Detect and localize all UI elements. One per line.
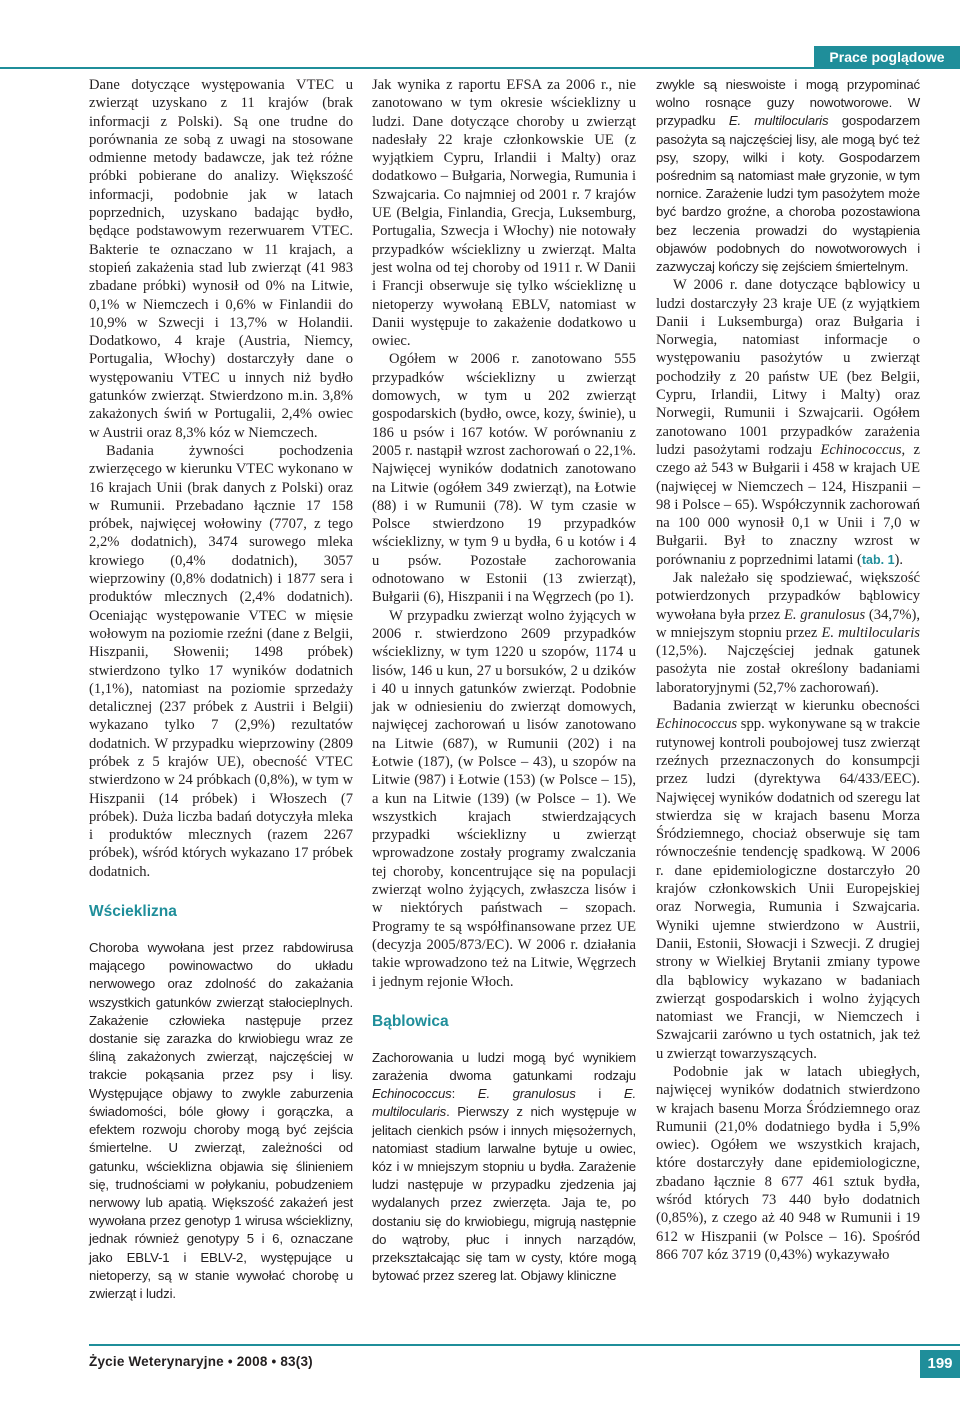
text-run: (12,5%). Najczęściej jednak gatunek pasożyta nie został określony badaniami laboratoryjnymi (52,7% zachorowań). [656, 643, 920, 696]
paragraph: Dane dotyczące występowania VTEC u zwierząt uzyskano z 11 krajów (brak informacji z Polski). Są one trudne do porównania ze sobą z uwagi na stosowane odmienne metody badawcze, jak też różne próbki pobierane do analizy. Większość informacji, podobnie jak w latach poprzednich, uzyskano badając bydło, będące podstawowym rezerwuarem VTEC. Bakterie te oznaczano w 11 krajach, a stopień zakażenia stad lub zwierząt (41 983 zbadane próbki) wynosił od 0% na Litwie, 0,1% w Niemczech i 0,6% w Finlandii do 10,9% w Szwecji i 13,7% w Holandii. Dodatkowo, 4 kraje (Austria, Niemcy, Portugalia, Włochy) dostarczyły dane o występowaniu VTEC u innych niż bydło gatunków zwierząt. Stwierdzono m.in. 3,8% zakażonych świń w Portugalii, 2,4% owiec w Austrii oraz 8,3% kóz w Niemczech. [89, 77, 353, 441]
text-run: : [451, 1086, 478, 1102]
text-run: Badania zwierząt w kierunku obecności [673, 698, 920, 715]
paragraph [656, 569, 920, 697]
info-box-text: Choroba wywołana jest przez rabdowirusa mającego powinowactwo do układu nerwowego oraz zdolność do zakażania wszystkich gatunków zwierząt stałocieplnych. Zakażenie człowieka następuje przez dostanie się zarazka do krwiobiegu wraz ze śliną zakażonych zwierząt, najczęściej w trakcie pokąsania przez psy i lisy. Występujące objawy to zwykle zaburzenia świadomości, bóle głowy i gorączka, a efektem rozwoju choroby mogą być zejścia śmiertelne. U zwierząt, zależności od gatunku, wścieklizna objawia się ślinieniem się, trudnościami w połykaniu, pobudzeniem nerwowy lub apatią. Większość zakażeń jest wywołana przez genotyp 1 wirusa wścieklizny, jednak również genotypy 5 i 6, oznaczane jako EBLV-1 i EBLV-2, występujące u nietoperzy, są w stanie wywołać chorobę u zwierząt i ludzi. [89, 940, 353, 1301]
taxon-name: E. granulosus [477, 1086, 576, 1102]
taxon-name: E. multilocularis [728, 113, 829, 129]
taxon-name: E. granulosus [783, 606, 866, 623]
table-reference-link[interactable]: tab. 1 [861, 552, 895, 567]
text-run: . Pierwszy z nich występuje w jelitach cienkich psów i innych mięsożernych, natomiast stadium larwalne bytuje u owiec, kóz i w mniejszym stopniu u bydła. Zarażenie ludzi następuje w przypadku zjedzenia jaj wydalanych przez zwierzęta. Jaja te, po dostaniu się do krwiobiegu, migrują następnie do wątroby, płuc i innych narządów, przekształcając się tam w cysty, które mogą bytować przez szereg lat. Objawy kliniczne [372, 1104, 636, 1284]
text-run: W 2006 r. dane dotyczące bąblowicy u ludzi dostarczyły 23 kraje UE (z wyjątkiem Danii i Luksemburga) oraz Bułgaria i Norwegia, natomiast informacje o występowaniu pasożytów u zwierząt pochodziły z 20 państw UE (bez Belgii, Cypru, Irlandii, Litwy i Malty) oraz Norwegii, Rumunii i Szwajcarii. Ogółem zanotowano 1001 przypadków zarażenia ludzi pasożytami rodzaju [656, 277, 920, 458]
paragraph [656, 697, 920, 1063]
text-run: zwykle są nieswoiste i mogą przypominać wolno rosnące guzy nowotworowe. W przypadku [656, 77, 920, 129]
text-run: gospodarzem pasożyta są najczęściej lisy, ale mogą być też psy, szopy, wilki i koty. Gospodarzem pośrednim są natomiast małe gryzonie, w tym nornice. Zarażenie ludzi tym pasożytem może być bardzo groźne, a choroba pozostawiona bez leczenia prowadzi do wystąpienia objawów podobnych do nowotworowych i zazwyczaj kończy się zejściem śmiertelnym. [656, 113, 920, 275]
text-run: Zachorowania u ludzi mogą być wynikiem zarażenia dwoma gatunkami rodzaju [372, 1049, 636, 1084]
taxon-name: Echinococcus [820, 441, 902, 458]
taxon-name: Echinococcus [372, 1086, 452, 1102]
taxon-name: E. multilocularis [821, 624, 920, 641]
section-heading-echinococcosis: Bąblowica [372, 1012, 449, 1030]
paragraph: Podobnie jak w latach ubiegłych, najwięcej wyników dodatnich stwierdzono w krajach basenu Morza Śródziemnego oraz Rumunii (21,0% dodatniego bydła i 5,9% owiec). Ogółem we wszystkich krajach, które dostarczyły dane epidemiologiczne, zbadano łącznie 8 677 461 sztuk bydła, wśród których 73 440 było dodatnich (0,85%), z czego aż 40 948 w Rumunii i 19 612 w Hiszpanii (w Polsce – 16). Spośród 866 707 kóz 3719 (0,43%) wykazywało [656, 1064, 920, 1263]
paragraph: Jak wynika z raportu EFSA za 2006 r., nie zanotowano w tym okresie wścieklizny u ludzi. Dane dotyczące choroby u zwierząt nadesłały 22 kraje członkowskie UE (z wyjątkiem Cypru, Irlandii i Malty) oraz dodatkowo – Bułgaria, Norwegia, Rumunia i Szwajcaria. Co najmniej od 2001 r. 7 krajów UE (Belgia, Finlandia, Grecja, Luksemburg, Portugalia, Szwecja i Włochy) nie notowały przypadków wścieklizny u zwierząt. Malta jest wolna od tej choroby od 1911 r. W Danii i Francji obserwuje się tylko wściekliznę u nietoperzy wywołaną EBLV, natomiast w Danii występuje to zakażenie dodatkowo u owiec. [372, 77, 636, 350]
section-heading-rabies: Wścieklizna [89, 903, 177, 921]
text-run: ). [894, 551, 904, 568]
column-1 [89, 76, 353, 1303]
column-3 [656, 76, 920, 1264]
text-run: spp. wykonywane są w trakcie rutynowej kontroli poubojowej tusz zwierząt rzeźnych przeznaczonych do konsumpcji przez ludzi (dyrektywa 64/433/EEC). Najwięcej wyników dodatnich od szeregu lat stwierdza się w krajach basenu Morza Śródziemnego, chociaż obserwuje się tam równocześnie tendencję spadkową. W 2006 r. dane epidemiologiczne dostarczyło 20 krajów członkowskich Unii Europejskiej oraz Norwegia, Rumunia i Szwajcaria. Wyniki ujemne stwierdzono w Austrii, Danii, Estonii, Słowacji i Szwecji. Z drugiej strony w Wielkiej Brytanii zmiany typowe dla bąblowicy wykazano w badaniach zwierząt gospodarskich i wolno żyjących natomiast we Francji, w Niemczech i Szwajcarii zarówno u tych ostatnich, jak też u zwierząt towarzyszących. [656, 716, 920, 1062]
page-number: 199 [920, 1350, 960, 1378]
top-rule [0, 67, 960, 69]
text-run: i [575, 1086, 624, 1102]
text-run: (34,7%), w mniejszym stopniu przez [656, 606, 920, 641]
column-2 [372, 76, 636, 1285]
taxon-name: Echinococcus [656, 716, 738, 733]
info-box-text [372, 1049, 636, 1286]
bottom-rule [89, 1344, 960, 1346]
paragraph: W przypadku zwierząt wolno żyjących w 2006 r. stwierdzono 2609 przypadków wścieklizny, w tym 1220 u szopów, 1174 u lisów, 146 u kun, 27 u borsuków, 2 u dzików i 40 u innych gatunków zwierząt. Podobnie jak w odniesieniu do zwierząt domowych, najwięcej zachorowań u lisów zanotowano na Litwie (687), w Rumunii (202) i na Łotwie (187), (w Polsce – 43), u szopów na Litwie (987) i Łotwie (153) (w Polsce – 15), a kun na Litwie (139) (w Polsce – 1). We wszystkich krajach stwierdzających przypadki wścieklizny u zwierząt wprowadzone zostały programy zwalczania tej choroby, koncentrujące się na populacji zwierząt wolno żyjących, zwłaszcza lisów i w niektórych państwach – szopach. Programy te są współfinansowane przez UE (decyzja 2005/873/EC). W 2006 r. działania takie wprowadzono też na Litwie, Węgrzech i jednym rejonie Włoch. [372, 607, 636, 990]
text-run: , z czego aż 543 w Bułgarii i 458 w krajach UE (najwięcej w Niemczech – 124, Hiszpanii – 98 i Polsce – 65). Współczynnik zachorowań na 100 000 wynosił 0,1 w Unii i 7,0 w Bułgarii. Był to znaczny wzrost w porównaniu z poprzednimi latami ( [656, 441, 920, 568]
paragraph [656, 276, 920, 569]
journal-footer: Życie Weterynaryjne • 2008 • 83(3) [89, 1354, 313, 1369]
taxon-name: E. multilocularis [372, 1086, 637, 1120]
paragraph: Badania żywności pochodzenia zwierzęcego w kierunku VTEC wykonano w 16 krajach Unii (brak danych z Polski) oraz w Rumunii. Przebadano łącznie 17 158 próbek, najwięcej wołowiny (7707, z tego 2,2% dodatnich), 3474 surowego mleka krowiego (0,4% dodatnich), 3057 wieprzowiny (0,8% dodatnich) i 1877 sera i produktów mlecznych (2,4% dodatnich). Oceniając występowanie VTEC w mięsie wołowym na poziomie rzeźni (dane z Belgii, Hiszpanii, Słowenii; 1498 próbek) stwierdzono tylko 17 wyników dodatnich (1,1%), natomiast na poziomie sprzedaży detalicznej (237 próbek z Austrii i Belgii) wykazano tylko 7 (2,9%) rezultatów dodatnich. W przypadku wieprzowiny (2809 próbek z 5 krajów UE), obecność VTEC stwierdzono w 24 próbkach (0,8%), w tym w Hiszpanii (14 próbek) i Włoszech (7 próbek). Duża liczba badań dotyczyła mleka i produktów mlecznych (razem 2267 próbek), wśród których wykazano 17 próbek dodatnich. [89, 442, 353, 880]
text-run: Jak należało się spodziewać, większość potwierdzonych przypadków bąblowicy wywołana była przez [656, 569, 920, 623]
section-label: Prace poglądowe [814, 46, 960, 68]
paragraph: Ogółem w 2006 r. zanotowano 555 przypadków wścieklizny u zwierząt domowych, w tym u 202 zwierząt gospodarskich (bydło, owce, kozy, świnie), u 186 u psów i 167 kotów. W porównaniu z 2005 r. nastąpił wzrost zachorowań o 22,1%. Najwięcej wyników dodatnich zanotowano na Litwie (ogółem 349 zwierząt), na Łotwie (88) i w Rumunii (78). W tym czasie w Polsce stwierdzono 19 przypadków wścieklizny, w tym 9 u bydła, 6 u kotów i 4 u psów. Pozostałe zachorowania odnotowano w Estonii (13 zwierząt), Bułgarii (6), Hiszpanii i na Węgrzech (po 1). [372, 351, 636, 606]
info-box-text [656, 76, 920, 276]
